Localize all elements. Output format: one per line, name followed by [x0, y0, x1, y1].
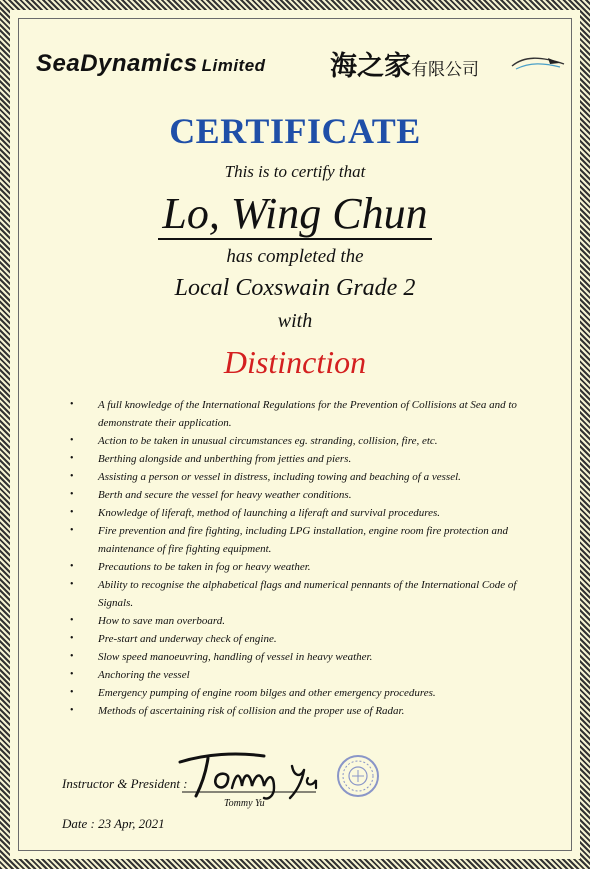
list-item: • Ability to recognise the alphabetical flags and numerical pennants of the International Code of Signals. [70, 576, 538, 612]
certify-line: This is to certify that [224, 162, 366, 181]
list-item: • Assisting a person or vessel in distress, including towing and beaching of a vessel. [70, 468, 538, 486]
wave-swoosh-icon [510, 54, 566, 74]
signatory-name: Tommy Yu [224, 798, 265, 809]
course-name: Local Coxswain Grade 2 [174, 275, 416, 301]
company-header [36, 44, 566, 84]
list-item: • Emergency pumping of engine room bilges and other emergency procedures. [70, 684, 538, 702]
grade-distinction: Distinction [223, 344, 367, 380]
cjk-suffix: 有限公司 [411, 60, 479, 80]
company-seal-icon [336, 754, 380, 798]
list-item: • A full knowledge of the International Regulations for the Prevention of Collisions at Sea and to demonstrate their application. [70, 396, 538, 432]
list-item: • Berth and secure the vessel for heavy weather conditions. [70, 486, 538, 504]
list-item: • Methods of ascertaining risk of collision and the proper use of Radar. [70, 702, 538, 720]
cjk-name: 海之家 [330, 51, 411, 82]
list-item: • Anchoring the vessel [70, 666, 538, 684]
brand-suffix: Limited [201, 56, 266, 75]
company-brand [36, 50, 266, 78]
list-item: • Slow speed manoeuvring, handling of vessel in heavy weather. [70, 648, 538, 666]
completed-line: has completed the [226, 246, 364, 267]
handwritten-signature [176, 748, 326, 804]
instructor-label: Instructor & President : [62, 776, 188, 791]
company-cjk-name [330, 44, 479, 83]
list-item: • Knowledge of liferaft, method of launching a liferaft and survival procedures. [70, 504, 538, 522]
certificate-title: CERTIFICATE [169, 111, 421, 151]
list-item: • Precautions to be taken in fog or heavy weather. [70, 558, 538, 576]
list-item: • Berthing alongside and unberthing from jetties and piers. [70, 450, 538, 468]
recipient-name-line [10, 188, 580, 239]
list-item: • How to save man overboard. [70, 612, 538, 630]
list-item: • Fire prevention and fire fighting, including LPG installation, engine room fire protection and maintenance of fire fighting equipment. [70, 522, 538, 558]
with-line: with [277, 310, 313, 332]
brand-name: SeaDynamics [36, 50, 198, 77]
issue-date: Date : 23 Apr, 2021 [62, 816, 165, 831]
list-item: • Pre-start and underway check of engine. [70, 630, 538, 648]
recipient-name: Lo, Wing Chun [158, 189, 431, 240]
list-item: • Action to be taken in unusual circumstances eg. stranding, collision, fire, etc. [70, 432, 538, 450]
competency-list [70, 396, 538, 720]
